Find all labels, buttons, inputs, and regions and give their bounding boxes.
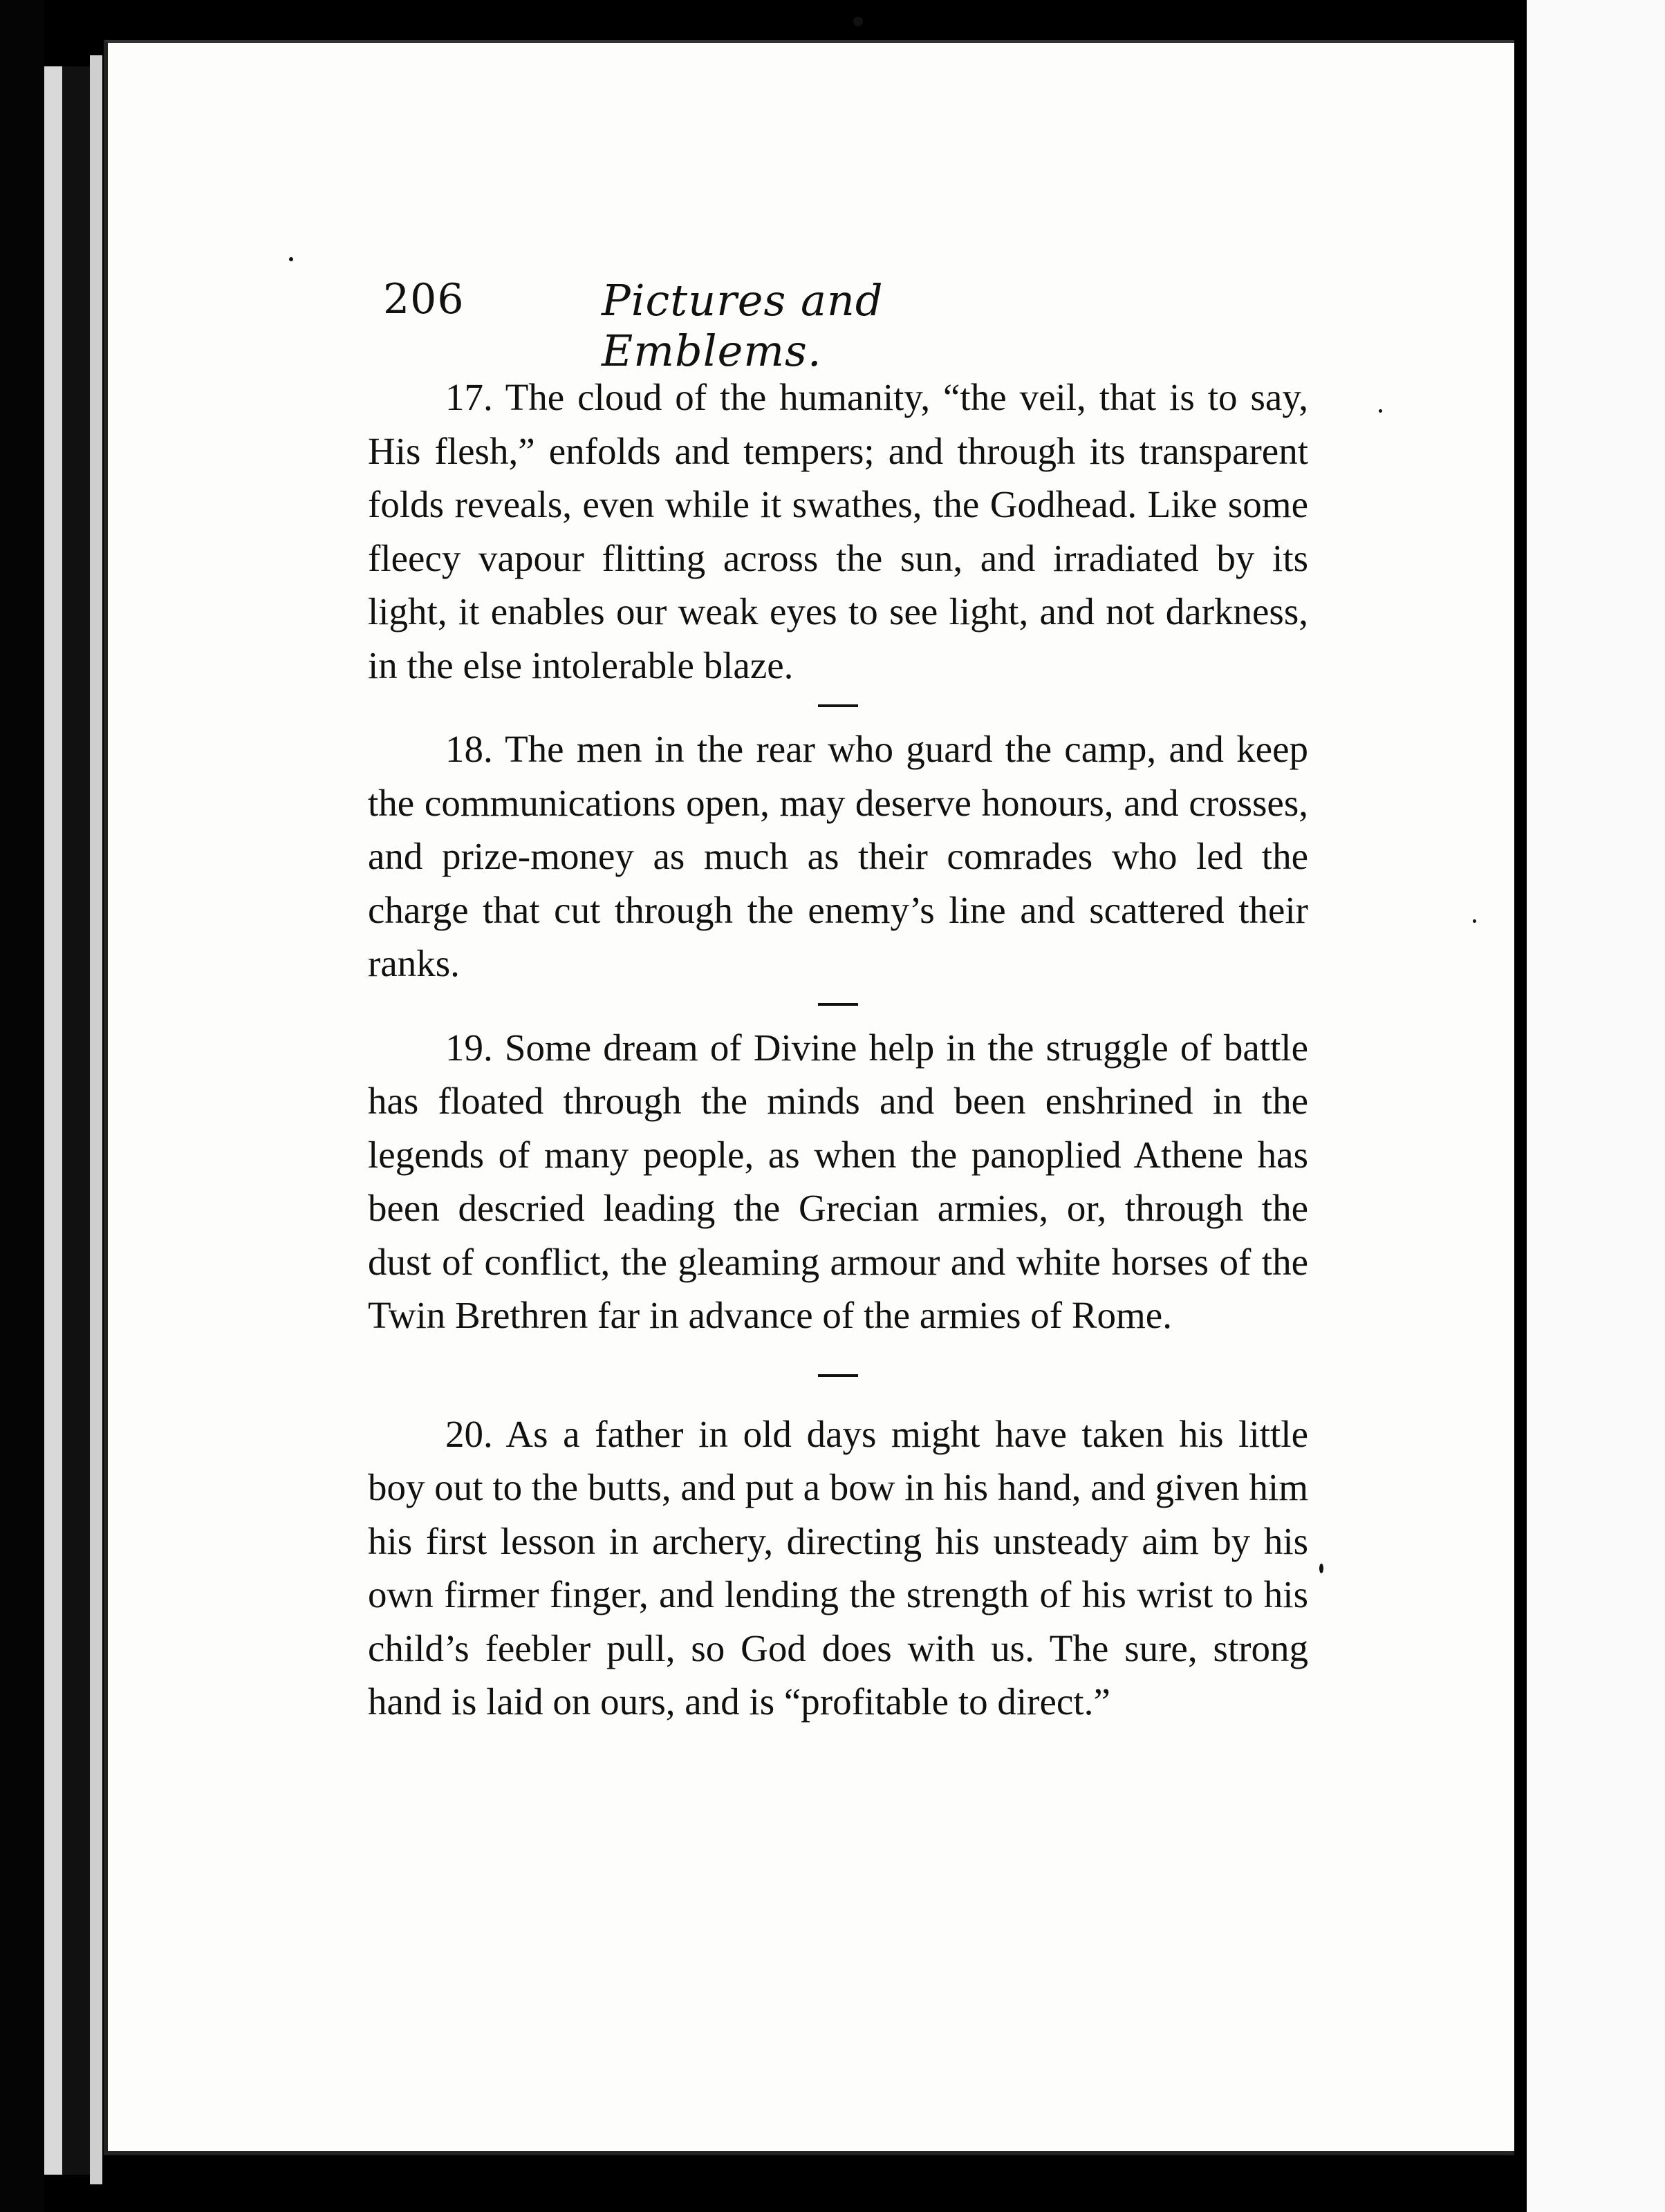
paragraph-20: [368, 1407, 1308, 1729]
paragraph-text: Some dream of Divine help in the struggle of battle has floated through the minds and been enshrined in the legends of many people, as when the panoplied Athene has been descried leading the Grecian armies, or, through the dust of conflict, the gleaming armour and white horses of the Twin Brethren far in advance of the armies of Rome.: [368, 1026, 1309, 1336]
scan-speck: [1379, 409, 1382, 413]
page-right-edge: [1514, 28, 1527, 2184]
running-title: Pictures and Emblems.: [602, 275, 884, 376]
binding-shadow: [0, 0, 44, 2212]
paragraph-number: 18.: [445, 728, 493, 770]
paragraph-text: As a father in old days might have taken his little boy out to the butts, and put a bow in his hand, and given him his first lesson in archery, directing his unsteady aim by his own firmer finger, and lending the strength of his wrist to his child’s feebler pull, so God does with us. The sure, strong hand is laid on ours, and is “profitable to direct.”: [368, 1412, 1308, 1723]
scan-speck: [1319, 1564, 1323, 1573]
paragraph-19: [368, 1021, 1308, 1342]
scan-right-margin: [1527, 0, 1665, 2212]
binding-edge-inner: [90, 55, 102, 2184]
paragraph-number: 17.: [445, 376, 493, 418]
running-head: [383, 275, 1088, 376]
paragraph-17: [368, 371, 1308, 692]
scan-speck: [1473, 919, 1476, 923]
binding-edge-light: [44, 66, 62, 2175]
scan-speck: [289, 257, 293, 261]
paragraph-number: 19.: [445, 1026, 493, 1069]
binding-edge-dark: [62, 66, 90, 2175]
paragraph-text: The cloud of the humanity, “the veil, that is to say, His flesh,” enfolds and tempers; and through its transparent folds reveals, even while it swathes, the Godhead. Like some fleecy vapour flitting across the sun, and irradiated by its light, it enables our weak eyes to see light, and not darkness, in the else intolerable blaze.: [368, 376, 1308, 686]
paragraph-number: 20.: [445, 1412, 493, 1455]
paragraph-text: The men in the rear who guard the camp, and keep the communications open, may deserve honours, and crosses, and prize-money as much as their comrades who led the charge that cut through the enemy’s line and scattered their ranks.: [368, 728, 1309, 984]
scan-speck: [853, 17, 863, 26]
section-separator: [818, 1374, 858, 1377]
section-separator: [818, 704, 858, 707]
section-separator: [818, 1003, 858, 1006]
page-number: 206: [383, 275, 465, 324]
paragraph-18: [368, 722, 1308, 991]
body-text: [368, 371, 1308, 1729]
